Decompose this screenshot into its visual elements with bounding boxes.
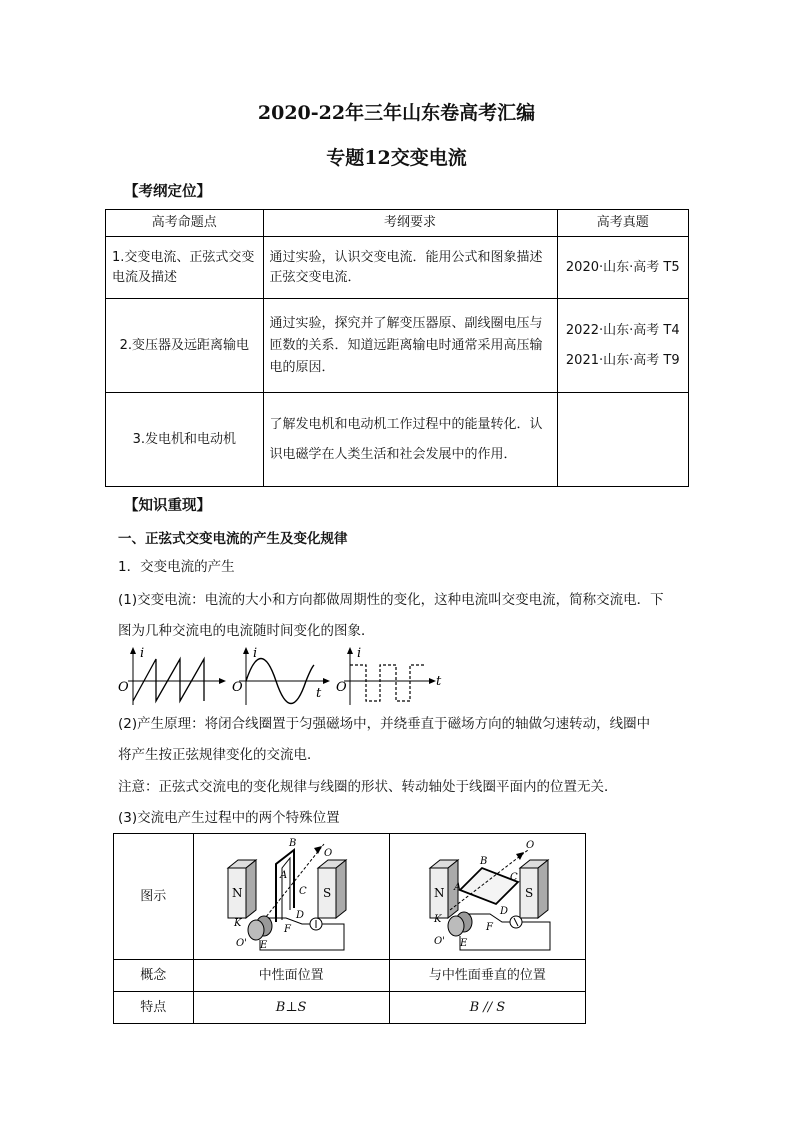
- point-label-d: D: [295, 910, 304, 921]
- table-cell-requirement: 了解发电机和电动机工作过程中的能量转化．认识电磁学在人类生活和社会发展中的作用．: [263, 393, 557, 487]
- origin-label: O: [336, 680, 347, 695]
- table-row: [114, 992, 586, 1024]
- paragraph-line: (2)产生原理：将闭合线圈置于匀强磁场中，并绕垂直于磁场方向的轴做匀速转动，线圈中: [118, 716, 651, 732]
- table-header-cell: 高考命题点: [106, 210, 264, 237]
- table-header-row: [106, 210, 689, 237]
- origin-label: O: [232, 680, 243, 695]
- concept-cell: 与中性面垂直的位置: [389, 960, 585, 992]
- origin-label: O: [118, 680, 129, 695]
- point-label-f: F: [283, 924, 291, 935]
- point-label-e: E: [259, 940, 267, 951]
- point-label-d: D: [499, 906, 508, 917]
- point-label-e: E: [459, 938, 468, 949]
- magnet-label-s: S: [322, 886, 331, 900]
- table-row: [106, 237, 689, 299]
- exam-ref: 2020·山东·高考 T5: [565, 259, 680, 275]
- table-cell-exam: [557, 237, 688, 299]
- figure-cell: [389, 834, 585, 960]
- axis-label-i: i: [253, 646, 258, 661]
- concept-cell: 中性面位置: [193, 960, 389, 992]
- exam-ref: 2022·山东·高考 T4: [565, 322, 680, 338]
- magnet-label-s: S: [524, 886, 533, 900]
- axis-label-i: i: [140, 646, 145, 661]
- point-label-a: A: [453, 882, 461, 893]
- feature-cell: B // S: [389, 992, 585, 1024]
- figure-cell: [193, 834, 389, 960]
- row-label: 特点: [114, 992, 194, 1024]
- point-label-f: F: [485, 922, 493, 933]
- feature-cell: B⊥S: [193, 992, 389, 1024]
- current-time-graphs: [114, 645, 454, 707]
- exam-outline-table: [105, 209, 689, 487]
- axis-label-t: t: [316, 686, 322, 701]
- item-heading: 1．交变电流的产生: [118, 559, 235, 575]
- paragraph-line: (1)交变电流：电流的大小和方向都做周期性的变化，这种电流叫交变电流，简称交流电．下: [118, 592, 664, 608]
- sawtooth-graph: [118, 646, 226, 705]
- paragraph-line: (3)交流电产生过程中的两个特殊位置: [118, 810, 340, 826]
- table-cell-requirement: 通过实验，探究并了解变压器原、副线圈电压与匝数的关系．知道远距离输电时通常采用高压输电的原因．: [263, 299, 557, 393]
- point-label-o: O: [525, 840, 534, 851]
- special-positions-table: [113, 833, 586, 1024]
- page-title: 2020-22年三年山东卷高考汇编: [257, 102, 536, 124]
- table-cell-topic: 3.发电机和电动机: [106, 393, 264, 487]
- table-cell-topic: 1.交变电流、正弦式交变电流及描述: [106, 237, 264, 299]
- square-wave-graph: [336, 646, 442, 705]
- table-cell-exam: [557, 299, 688, 393]
- axis-label-i: i: [357, 646, 362, 661]
- paragraph-line: 图为几种交流电的电流随时间变化的图象．: [118, 623, 375, 639]
- paragraph-line: 将产生按正弦规律变化的交流电．: [118, 747, 321, 763]
- page-subtitle: 专题12交变电流: [326, 147, 467, 169]
- sine-graph: [232, 646, 330, 705]
- point-label-o-prime: O': [235, 938, 247, 949]
- table-row: [114, 834, 586, 960]
- point-label-b: B: [288, 838, 296, 849]
- point-label-o-prime: O': [433, 936, 445, 947]
- row-label: 图示: [114, 834, 194, 960]
- magnet-label-n: N: [231, 886, 242, 900]
- row-label: 概念: [114, 960, 194, 992]
- point-label-c: C: [298, 886, 307, 897]
- neutral-plane-generator-figure: [194, 834, 388, 959]
- magnet-label-n: N: [433, 886, 445, 900]
- section-heading-knowledge: 【知识重现】: [124, 498, 211, 514]
- note-text: 注意：正弦式交流电的变化规律与线圈的形状、转动轴处于线圈平面内的位置无关．: [118, 779, 618, 795]
- point-label-a: A: [279, 870, 287, 881]
- point-label-b: B: [479, 856, 488, 867]
- point-label-k: K: [433, 914, 442, 925]
- exam-ref: 2021·山东·高考 T9: [565, 352, 680, 368]
- table-row: [106, 299, 689, 393]
- point-label-c: C: [509, 872, 518, 883]
- perpendicular-plane-generator-figure: [390, 834, 584, 959]
- part-heading: 一、正弦式交变电流的产生及变化规律: [118, 531, 348, 547]
- table-header-cell: 高考真题: [557, 210, 688, 237]
- table-header-cell: 考纲要求: [263, 210, 557, 237]
- section-heading-exam-outline: 【考纲定位】: [124, 184, 211, 200]
- axis-label-t: t: [436, 674, 442, 689]
- point-label-o: O: [323, 848, 332, 859]
- table-cell-requirement: 通过实验，认识交变电流．能用公式和图象描述正弦交变电流．: [263, 237, 557, 299]
- table-row: [114, 960, 586, 992]
- table-cell-exam: [557, 393, 688, 487]
- table-cell-topic: 2.变压器及远距离输电: [106, 299, 264, 393]
- point-label-k: K: [233, 918, 241, 929]
- table-row: [106, 393, 689, 487]
